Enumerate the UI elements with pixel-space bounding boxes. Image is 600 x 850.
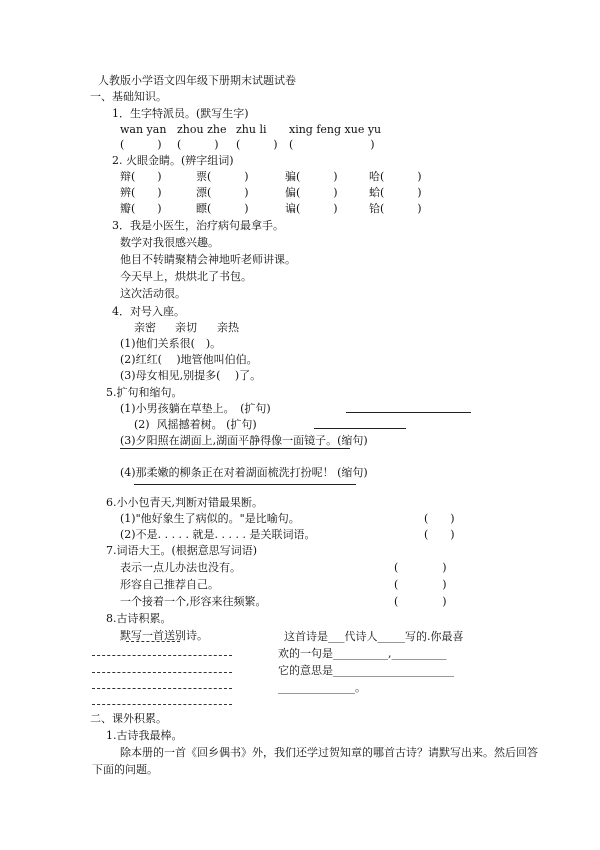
- q1-answer-blank[interactable]: ( ): [289, 138, 375, 151]
- q7-item: 一个接着一个,形容来往频繁。: [120, 595, 267, 608]
- q1-pinyin: zhou zhe: [177, 123, 227, 136]
- q8-subtitle: 默写一首送别诗。: [120, 629, 208, 642]
- q2-cell[interactable]: 谝( ): [285, 202, 338, 215]
- p2-q1-text: 除本册的一首《回乡偶书》外，我们还学过贺知章的哪首古诗？请默写出来。然后回答: [120, 746, 538, 759]
- q1-answer-blank[interactable]: ( ): [236, 138, 278, 151]
- q7-answer-paren[interactable]: ( ): [394, 578, 447, 591]
- q2-cell[interactable]: 漂( ): [196, 186, 249, 199]
- q6-title: 6.小小包青天,判断对错最果断。: [106, 496, 263, 509]
- q1-title: 1．生字特派员。(默写生字): [112, 107, 249, 120]
- q2-cell[interactable]: 偏( ): [285, 186, 338, 199]
- q6-item: (2)不是. . . . . 就是. . . . . 是关联词语。: [120, 528, 316, 541]
- q5-answer-line[interactable]: [314, 428, 406, 429]
- p2-q1-title: 1.古诗我最棒。: [106, 729, 183, 742]
- q7-title: 7.词语大王。(根据意思写词语): [106, 544, 258, 557]
- q8-question-line[interactable]: 这首诗是___代诗人_____写的.你最喜: [284, 630, 464, 643]
- q5-answer-line[interactable]: [134, 484, 356, 485]
- q2-cell[interactable]: 票( ): [196, 170, 249, 183]
- q3-sentence: 今天早上，烘烘北了书包。: [120, 270, 252, 283]
- q5-answer-line[interactable]: [120, 448, 350, 449]
- q2-cell[interactable]: 蛤( ): [369, 186, 422, 199]
- q8-title: 8.古诗积累。: [106, 612, 172, 625]
- q7-item: 形容自己推荐自己。: [120, 578, 219, 591]
- section-heading-basics: 一、基础知识。: [90, 90, 167, 103]
- q7-answer-paren[interactable]: ( ): [394, 561, 447, 574]
- q2-cell[interactable]: 铪( ): [369, 202, 422, 215]
- q4-word: 亲切: [175, 321, 197, 334]
- p2-q1-text: 下面的问题。: [92, 763, 158, 776]
- q6-item: (1)"他好象生了病似的。"是比喻句。: [120, 512, 300, 525]
- q5-item: (4)那柔嫩的柳条正在对着湖面梳洗打扮呢！ (缩句): [120, 466, 368, 479]
- q1-pinyin: xing feng xue yu: [289, 123, 382, 136]
- q3-title: 3．我是小医生，治疗病句最拿手。: [112, 219, 284, 232]
- q5-item: (3)夕阳照在湖面上,湖面平静得像一面镜子。(缩句): [120, 434, 368, 447]
- poem-line[interactable]: [92, 688, 232, 689]
- q2-cell[interactable]: 瓣( ): [120, 202, 162, 215]
- q2-cell[interactable]: 瞟( ): [196, 202, 249, 215]
- q3-sentence: 数学对我很感兴趣。: [120, 236, 219, 249]
- q7-item: 表示一点儿办法也没有。: [120, 561, 241, 574]
- q7-answer-paren[interactable]: ( ): [394, 595, 447, 608]
- q4-title: 4．对号入座。: [112, 305, 185, 318]
- q5-item: (2) 风摇撼着树。 (扩句): [134, 418, 257, 431]
- exam-title: 人教版小学语文四年级下册期末试题试卷: [98, 74, 296, 87]
- poem-line[interactable]: [92, 704, 232, 705]
- poem-line[interactable]: [126, 641, 180, 642]
- q2-cell[interactable]: 骗( ): [285, 170, 338, 183]
- q4-item[interactable]: (3)母女相见,别提多( )了。: [120, 369, 262, 382]
- poem-line[interactable]: [92, 655, 232, 656]
- q4-item[interactable]: (2)红红( )地管他叫伯伯。: [120, 353, 258, 366]
- q3-sentence: 他目不转睛聚精会神地听老师讲课。: [120, 253, 296, 266]
- q5-answer-line[interactable]: [346, 412, 471, 413]
- q2-title: 2. 火眼金睛。(辨字组词): [112, 154, 234, 167]
- q2-cell[interactable]: 辩( ): [120, 170, 162, 183]
- section-heading-extracurricular: 二、课外积累。: [90, 712, 167, 725]
- q1-answer-blank[interactable]: ( ): [120, 138, 162, 151]
- q4-word: 亲热: [217, 321, 239, 334]
- q5-item: (1)小男孩躺在草垫上。 (扩句): [120, 402, 271, 415]
- q2-cell[interactable]: 哈( ): [369, 170, 422, 183]
- q8-question-line[interactable]: ______________。: [278, 681, 366, 694]
- q2-cell[interactable]: 辨( ): [120, 186, 162, 199]
- q6-judge-paren[interactable]: ( ): [424, 512, 455, 525]
- q8-question-line[interactable]: 欢的一句是__________,__________: [278, 647, 447, 660]
- poem-line[interactable]: [92, 672, 232, 673]
- q8-question-line[interactable]: 它的意思是______________________: [278, 664, 454, 677]
- q1-answer-blank[interactable]: ( ): [177, 138, 219, 151]
- q6-judge-paren[interactable]: ( ): [424, 528, 455, 541]
- q5-title: 5.扩句和缩句。: [106, 386, 183, 399]
- q1-pinyin: wan yan: [120, 123, 167, 136]
- q4-item[interactable]: (1)他们关系很( )。: [120, 337, 222, 350]
- q3-sentence: 这次活动很。: [120, 287, 186, 300]
- q1-pinyin: zhu li: [236, 123, 267, 136]
- q4-word: 亲密: [134, 321, 156, 334]
